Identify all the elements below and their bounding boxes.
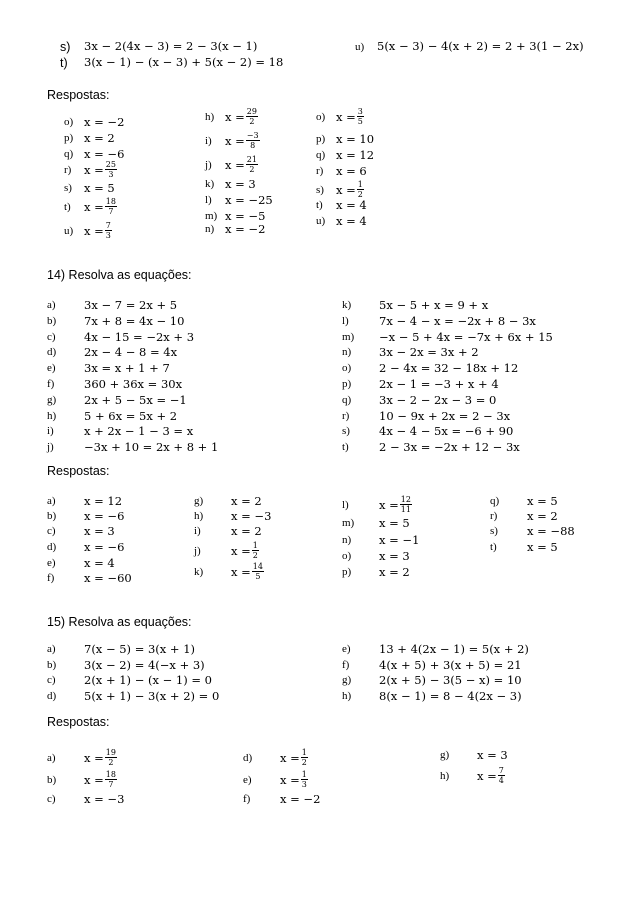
answer-row bbox=[316, 164, 367, 178]
fraction bbox=[357, 107, 364, 126]
answer-value: x = 2 bbox=[231, 494, 262, 508]
fraction-numerator: 1 bbox=[301, 748, 307, 757]
item-label: g) bbox=[342, 674, 352, 686]
answer-row bbox=[47, 792, 124, 806]
fraction-numerator: 1 bbox=[357, 180, 363, 189]
answer-label: q) bbox=[64, 148, 74, 160]
item-label: b) bbox=[47, 658, 57, 671]
equation: 7x − 4 − x = −2x + 8 − 3x bbox=[379, 313, 536, 328]
answer-label: u) bbox=[316, 215, 326, 227]
answer-row bbox=[342, 495, 413, 514]
equation: 10 − 9x + 2x = 2 − 3x bbox=[379, 408, 511, 423]
answer-label: o) bbox=[64, 116, 74, 128]
answer-row bbox=[194, 524, 262, 538]
fraction bbox=[246, 107, 258, 126]
answer-value: x = 2 bbox=[231, 524, 262, 538]
answer-row bbox=[342, 549, 410, 563]
item-label: s) bbox=[342, 425, 350, 438]
answer-value: x = 3 bbox=[477, 748, 508, 762]
answer-row bbox=[243, 770, 309, 789]
fraction-numerator: 21 bbox=[246, 155, 257, 164]
section-title: 14) Resolva as equações: bbox=[47, 268, 192, 282]
answer-value: x = −2 bbox=[225, 222, 266, 236]
answer-value: x = 5 bbox=[84, 181, 115, 195]
equation: 2x − 4 − 8 = 4x bbox=[84, 345, 178, 360]
answer-label: d) bbox=[47, 541, 57, 553]
answer-row bbox=[490, 540, 558, 554]
item-label: g) bbox=[47, 393, 57, 406]
section-title: 15) Resolva as equações: bbox=[47, 615, 192, 629]
fraction bbox=[105, 197, 117, 216]
fraction-numerator: 18 bbox=[105, 770, 116, 779]
answer-row bbox=[64, 221, 113, 240]
fraction-denominator: 2 bbox=[357, 190, 363, 199]
fraction-denominator: 11 bbox=[400, 505, 411, 514]
equation: 3x − 2x = 3x + 2 bbox=[379, 345, 479, 360]
fraction bbox=[246, 131, 260, 150]
item-label: s) bbox=[60, 40, 71, 54]
item-label: e) bbox=[47, 362, 56, 375]
item-label: c) bbox=[47, 330, 56, 343]
answer-row bbox=[47, 524, 115, 538]
fraction-numerator: 7 bbox=[498, 766, 504, 775]
fraction-denominator: 4 bbox=[498, 776, 504, 785]
answer-label: c) bbox=[47, 793, 56, 805]
answer-label: h) bbox=[205, 110, 215, 123]
answer-label: t) bbox=[316, 199, 323, 211]
answer-label: b) bbox=[47, 773, 57, 786]
answer-label: g) bbox=[440, 749, 450, 761]
item-label: i) bbox=[47, 425, 54, 438]
answer-label: d) bbox=[243, 751, 253, 764]
answer-value: x = −2 bbox=[84, 115, 125, 129]
answer-row bbox=[64, 131, 115, 145]
answer-row bbox=[194, 494, 262, 508]
equation: 13 + 4(2x − 1) = 5(x + 2) bbox=[379, 642, 529, 656]
item-label: j) bbox=[47, 441, 54, 454]
answer-prefix: x = bbox=[84, 223, 104, 238]
answer-value: x = −3 bbox=[231, 509, 272, 523]
fraction-denominator: 2 bbox=[108, 758, 114, 767]
answer-value: x = 2 bbox=[84, 131, 115, 145]
fraction-numerator: 25 bbox=[105, 160, 116, 169]
answer-row bbox=[316, 214, 367, 228]
answer-value: x = 5 bbox=[527, 494, 558, 508]
answer-value: x = 3 bbox=[379, 549, 410, 563]
answer-label: s) bbox=[316, 183, 324, 196]
equation: −x − 5 + 4x = −7x + 6x + 15 bbox=[379, 329, 553, 344]
answer-value: x = 4 bbox=[336, 214, 367, 228]
fraction bbox=[105, 221, 112, 240]
fraction-numerator: 1 bbox=[301, 770, 307, 779]
answer-value: x = −60 bbox=[84, 571, 132, 585]
answer-label: r) bbox=[64, 163, 72, 176]
answer-row bbox=[47, 748, 118, 767]
answer-row bbox=[205, 177, 256, 191]
fraction-denominator: 2 bbox=[249, 165, 255, 174]
answer-value: x = 4 bbox=[336, 198, 367, 212]
equation: 7(x − 5) = 3(x + 1) bbox=[84, 642, 196, 656]
answer-label: l) bbox=[205, 194, 212, 206]
answer-prefix: x = bbox=[231, 564, 251, 579]
answer-value: x = −2 bbox=[280, 792, 321, 806]
answer-value: x = 2 bbox=[527, 509, 558, 523]
answer-label: r) bbox=[316, 165, 324, 177]
fraction bbox=[400, 495, 412, 514]
answer-row bbox=[205, 131, 261, 150]
answer-row bbox=[243, 748, 309, 767]
answer-label: j) bbox=[194, 544, 201, 557]
fraction-denominator: 2 bbox=[252, 551, 258, 560]
fraction-denominator: 3 bbox=[301, 780, 307, 789]
answer-label: u) bbox=[64, 224, 74, 237]
equation: 4(x + 5) + 3(x + 5) = 21 bbox=[379, 657, 522, 672]
answer-value: x = −25 bbox=[225, 193, 273, 207]
answer-prefix: x = bbox=[84, 772, 104, 787]
answer-row bbox=[205, 209, 265, 223]
item-label: t) bbox=[60, 56, 68, 70]
answer-value: x = 12 bbox=[336, 148, 375, 162]
answer-value: x = −6 bbox=[84, 509, 125, 523]
answer-value: x = 5 bbox=[379, 516, 410, 530]
answer-row bbox=[47, 494, 122, 508]
answer-label: f) bbox=[47, 572, 55, 584]
item-label: d) bbox=[47, 346, 57, 359]
fraction-denominator: 2 bbox=[301, 758, 307, 767]
item-label: a) bbox=[47, 299, 56, 311]
fraction-denominator: 5 bbox=[255, 572, 261, 581]
answer-row bbox=[490, 524, 575, 538]
answer-label: b) bbox=[47, 510, 57, 522]
fraction bbox=[252, 541, 259, 560]
equation: 8(x − 1) = 8 − 4(2x − 3) bbox=[379, 688, 522, 703]
answer-value: x = −88 bbox=[527, 524, 575, 538]
answer-value: x = 6 bbox=[336, 164, 367, 178]
answer-label: h) bbox=[194, 510, 204, 522]
answer-label: n) bbox=[342, 534, 352, 546]
answer-value: x = −3 bbox=[84, 792, 125, 806]
item-label: h) bbox=[342, 689, 352, 702]
answer-row bbox=[316, 132, 374, 146]
fraction-numerator: 12 bbox=[400, 495, 411, 504]
answer-value: x = 3 bbox=[225, 177, 256, 191]
answer-row bbox=[342, 516, 410, 530]
answer-label: k) bbox=[205, 178, 215, 190]
equation: 3x − 2 − 2x − 3 = 0 bbox=[379, 392, 497, 407]
answer-label: s) bbox=[64, 182, 72, 194]
answer-label: i) bbox=[194, 525, 201, 537]
respostas-heading: Respostas: bbox=[47, 88, 110, 102]
answer-label: t) bbox=[490, 541, 497, 553]
fraction bbox=[252, 562, 264, 581]
equation: 360 + 36x = 30x bbox=[84, 377, 183, 391]
answer-prefix: x = bbox=[280, 750, 300, 765]
answer-row bbox=[64, 181, 115, 195]
item-label: u) bbox=[355, 41, 365, 53]
answer-label: a) bbox=[47, 495, 56, 507]
answer-label: m) bbox=[342, 517, 355, 529]
answer-label: c) bbox=[47, 525, 56, 537]
fraction-numerator: −3 bbox=[246, 131, 259, 140]
item-label: n) bbox=[342, 346, 352, 359]
answer-row bbox=[47, 571, 132, 585]
answer-row bbox=[205, 193, 273, 207]
equation: −3x + 10 = 2x + 8 + 1 bbox=[84, 440, 219, 455]
answer-prefix: x = bbox=[84, 162, 104, 177]
equation: 4x − 15 = −2x + 3 bbox=[84, 329, 195, 344]
answer-row bbox=[47, 509, 124, 523]
answer-label: e) bbox=[47, 557, 56, 569]
fraction-denominator: 5 bbox=[357, 117, 363, 126]
fraction bbox=[301, 770, 308, 789]
answer-prefix: x = bbox=[231, 543, 251, 558]
fraction-numerator: 29 bbox=[246, 107, 257, 116]
answer-label: i) bbox=[205, 134, 212, 147]
answer-row bbox=[205, 222, 265, 236]
item-label: k) bbox=[342, 299, 352, 311]
fraction-numerator: 7 bbox=[105, 221, 111, 230]
item-label: m) bbox=[342, 330, 355, 343]
item-label: d) bbox=[47, 689, 57, 702]
answer-value: x = 5 bbox=[527, 540, 558, 554]
answer-value: x = −1 bbox=[379, 533, 420, 547]
answer-value: x = −6 bbox=[84, 540, 125, 554]
answer-row bbox=[47, 770, 118, 789]
answer-prefix: x = bbox=[225, 133, 245, 148]
item-label: p) bbox=[342, 378, 352, 390]
answer-prefix: x = bbox=[225, 157, 245, 172]
answer-prefix: x = bbox=[84, 199, 104, 214]
answer-prefix: x = bbox=[477, 768, 497, 783]
answer-row bbox=[490, 494, 558, 508]
fraction bbox=[246, 155, 258, 174]
answer-label: t) bbox=[64, 200, 71, 213]
answer-label: k) bbox=[194, 565, 204, 578]
answer-row bbox=[205, 107, 259, 126]
answer-prefix: x = bbox=[336, 182, 356, 197]
equation: 4x − 4 − 5x = −6 + 90 bbox=[379, 424, 514, 439]
equation: 2 − 3x = −2x + 12 − 3x bbox=[379, 440, 520, 455]
fraction-denominator: 3 bbox=[105, 231, 111, 240]
equation: 5(x + 1) − 3(x + 2) = 0 bbox=[84, 688, 220, 703]
answer-row bbox=[440, 748, 508, 762]
answer-row bbox=[243, 792, 320, 806]
equation: 5 + 6x = 5x + 2 bbox=[84, 408, 178, 423]
fraction bbox=[105, 160, 117, 179]
answer-row bbox=[440, 766, 506, 785]
answer-row bbox=[316, 198, 367, 212]
answer-label: h) bbox=[440, 769, 450, 782]
answer-label: j) bbox=[205, 158, 212, 171]
answer-row bbox=[47, 540, 124, 554]
answer-row bbox=[64, 197, 118, 216]
answer-prefix: x = bbox=[336, 109, 356, 124]
equation: 2x + 5 − 5x = −1 bbox=[84, 392, 187, 407]
answer-row bbox=[316, 107, 365, 126]
fraction-numerator: 14 bbox=[252, 562, 263, 571]
answer-label: e) bbox=[243, 773, 252, 786]
equation: 5(x − 3) − 4(x + 2) = 2 + 3(1 − 2x) bbox=[377, 39, 584, 53]
answer-row bbox=[194, 541, 260, 560]
answer-row bbox=[64, 160, 118, 179]
respostas-heading: Respostas: bbox=[47, 464, 110, 478]
answer-label: l) bbox=[342, 498, 349, 511]
answer-prefix: x = bbox=[280, 772, 300, 787]
answer-row bbox=[194, 509, 271, 523]
item-label: f) bbox=[342, 658, 350, 671]
answer-row bbox=[64, 115, 124, 129]
equation: 3(x − 2) = 4(−x + 3) bbox=[84, 657, 205, 672]
answer-row bbox=[47, 556, 115, 570]
answer-label: g) bbox=[194, 495, 204, 507]
item-label: q) bbox=[342, 393, 352, 406]
respostas-heading: Respostas: bbox=[47, 715, 110, 729]
equation: 2(x + 1) − (x − 1) = 0 bbox=[84, 673, 212, 687]
fraction-denominator: 2 bbox=[249, 117, 255, 126]
fraction bbox=[357, 180, 364, 199]
answer-value: x = 4 bbox=[84, 556, 115, 570]
fraction-denominator: 7 bbox=[108, 207, 114, 216]
answer-label: o) bbox=[316, 110, 326, 123]
answer-label: s) bbox=[490, 525, 498, 537]
fraction-numerator: 18 bbox=[105, 197, 116, 206]
answer-row bbox=[194, 562, 265, 581]
fraction bbox=[105, 748, 117, 767]
fraction-numerator: 1 bbox=[252, 541, 258, 550]
answer-value: x = −5 bbox=[225, 209, 266, 223]
equation: 3x = x + 1 + 7 bbox=[84, 361, 170, 376]
answer-label: n) bbox=[205, 223, 215, 235]
equation: 5x − 5 + x = 9 + x bbox=[379, 298, 489, 312]
equation: 3x − 2(4x − 3) = 2 − 3(x − 1) bbox=[84, 39, 258, 53]
equation: 3x − 7 = 2x + 5 bbox=[84, 298, 178, 312]
item-label: h) bbox=[47, 409, 57, 422]
item-label: c) bbox=[47, 674, 56, 686]
answer-label: a) bbox=[47, 751, 56, 764]
answer-label: f) bbox=[243, 793, 251, 805]
fraction bbox=[301, 748, 308, 767]
answer-row bbox=[316, 180, 365, 199]
item-label: t) bbox=[342, 441, 349, 454]
answer-row bbox=[316, 148, 374, 162]
answer-row bbox=[342, 533, 419, 547]
answer-value: x = 3 bbox=[84, 524, 115, 538]
fraction-denominator: 7 bbox=[108, 780, 114, 789]
answer-value: x = 2 bbox=[379, 565, 410, 579]
equation: 3(x − 1) − (x − 3) + 5(x − 2) = 18 bbox=[84, 55, 284, 69]
item-label: o) bbox=[342, 362, 352, 375]
answer-value: x = 12 bbox=[84, 494, 123, 508]
answer-row bbox=[342, 565, 410, 579]
item-label: e) bbox=[342, 643, 351, 655]
fraction bbox=[498, 766, 505, 785]
equation: x + 2x − 1 − 3 = x bbox=[84, 424, 194, 439]
answer-value: x = −6 bbox=[84, 147, 125, 161]
equation: 2(x + 5) − 3(5 − x) = 10 bbox=[379, 673, 522, 687]
equation: 2x − 1 = −3 + x + 4 bbox=[379, 377, 499, 391]
answer-label: p) bbox=[342, 566, 352, 578]
equation: 7x + 8 = 4x − 10 bbox=[84, 313, 185, 328]
answer-row bbox=[205, 155, 259, 174]
answer-value: x = 10 bbox=[336, 132, 375, 146]
answer-label: q) bbox=[490, 495, 500, 507]
fraction bbox=[105, 770, 117, 789]
answer-row bbox=[64, 147, 124, 161]
answer-label: p) bbox=[316, 133, 326, 145]
item-label: f) bbox=[47, 378, 55, 390]
answer-prefix: x = bbox=[225, 109, 245, 124]
answer-label: q) bbox=[316, 149, 326, 161]
item-label: l) bbox=[342, 314, 349, 327]
fraction-numerator: 19 bbox=[105, 748, 116, 757]
fraction-numerator: 3 bbox=[357, 107, 363, 116]
answer-label: o) bbox=[342, 550, 352, 562]
item-label: r) bbox=[342, 409, 350, 422]
fraction-denominator: 8 bbox=[250, 141, 256, 150]
equation: 2 − 4x = 32 − 18x + 12 bbox=[379, 361, 519, 376]
item-label: a) bbox=[47, 643, 56, 655]
answer-label: m) bbox=[205, 210, 218, 222]
fraction-denominator: 3 bbox=[108, 170, 114, 179]
answer-prefix: x = bbox=[84, 750, 104, 765]
answer-label: r) bbox=[490, 510, 498, 522]
answer-label: p) bbox=[64, 132, 74, 144]
item-label: b) bbox=[47, 314, 57, 327]
answer-row bbox=[490, 509, 558, 523]
answer-prefix: x = bbox=[379, 497, 399, 512]
